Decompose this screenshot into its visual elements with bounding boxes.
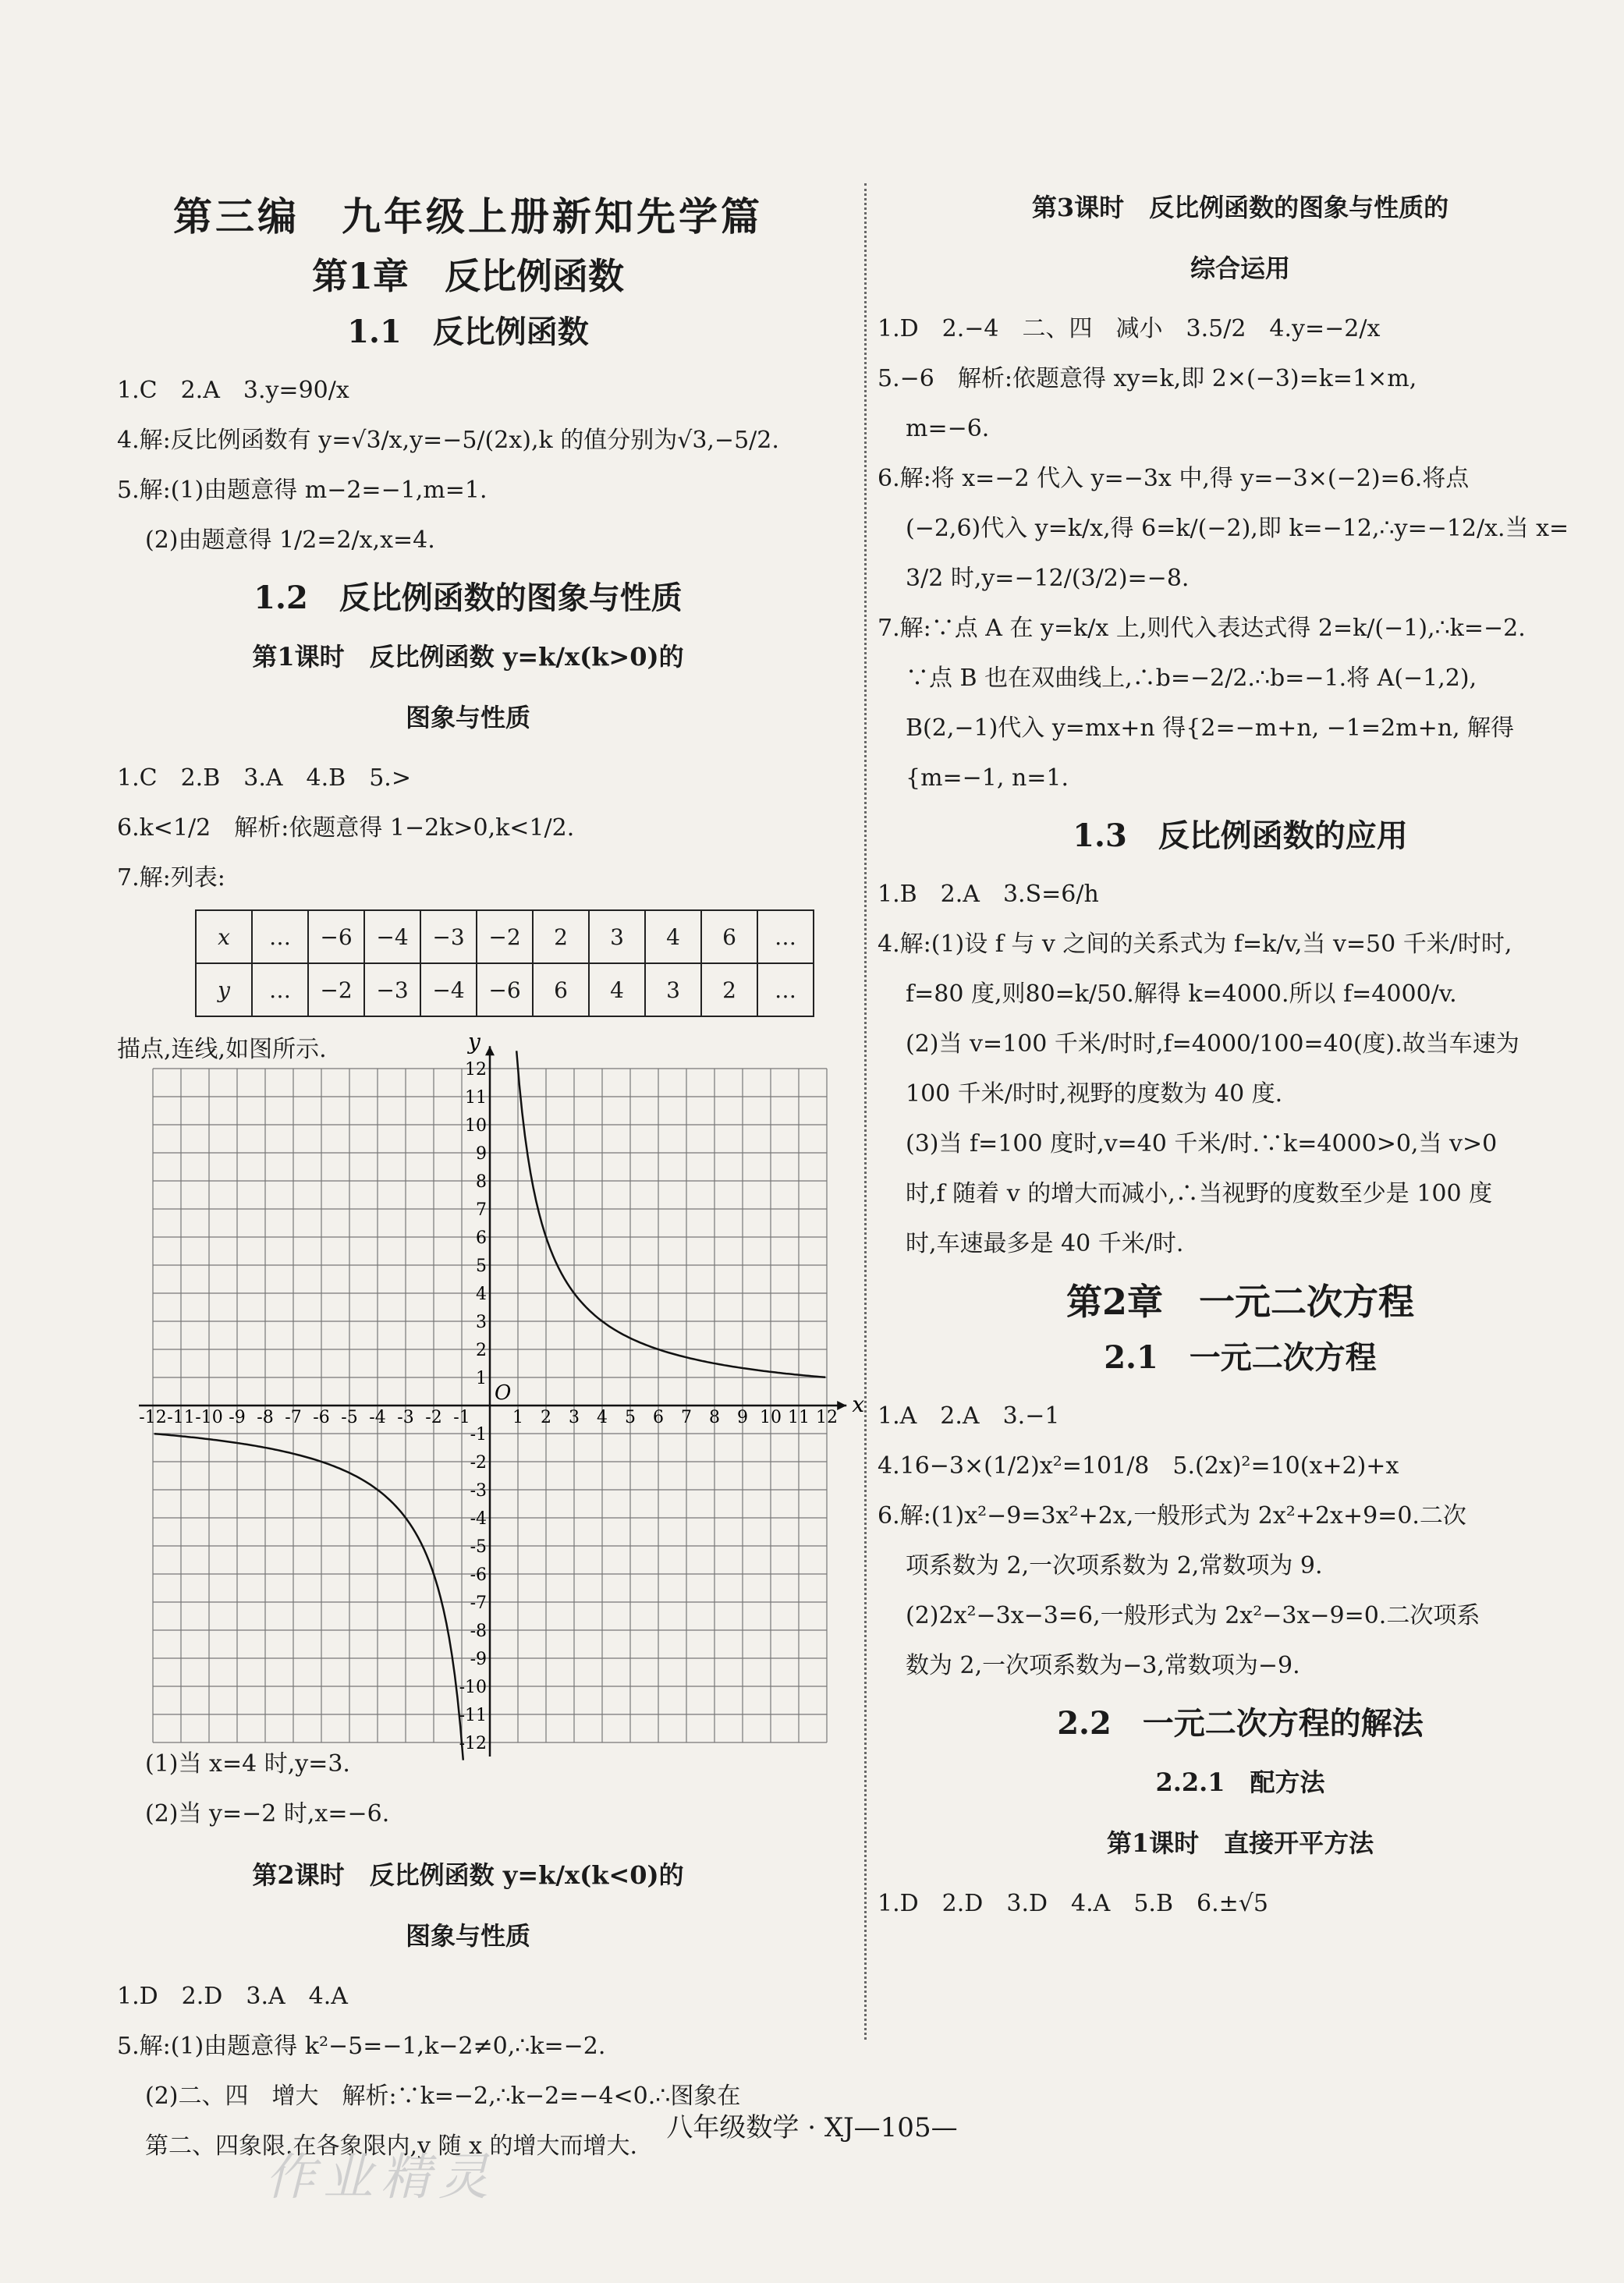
answer-line: (2)由题意得 1/2=2/x,x=4. <box>145 526 435 554</box>
watermark-text: 作业精灵 <box>265 2149 496 2207</box>
answer-line: 5.解:(1)由题意得 k²−5=−1,k−2≠0,∴k=−2. <box>117 2033 606 2060</box>
answer-line: 描点,连线,如图所示. <box>117 1036 327 1063</box>
answer-line: 100 千米/时时,视野的度数为 40 度. <box>906 1080 1283 1108</box>
x-tick-label: 6 <box>653 1408 664 1427</box>
answer-line: 1.A 2.A 3.−1 <box>878 1402 1060 1430</box>
table-cell: … <box>757 910 814 963</box>
y-tick-label: -5 <box>470 1537 487 1557</box>
y-tick-label: 7 <box>476 1200 487 1220</box>
y-tick-label: 9 <box>476 1144 487 1164</box>
hyperbola-branch-q1 <box>516 1051 825 1377</box>
answer-line: 6.解:(1)x²−9=3x²+2x,一般形式为 2x²+2x+9=0.二次 <box>878 1502 1466 1530</box>
answer-line: (2)当 y=−2 时,x=−6. <box>145 1800 390 1827</box>
y-tick-label: -10 <box>459 1678 487 1697</box>
x-tick-label: 9 <box>737 1408 748 1427</box>
answer-line: 4.16−3×(1/2)x²=101/8 5.(2x)²=10(x+2)+x <box>878 1452 1399 1480</box>
x-axis-arrow <box>837 1401 846 1410</box>
answer-line: (2)二、四 增大 解析:∵k=−2,∴k−2=−4<0.∴图象在 <box>145 2083 741 2110</box>
y-tick-label: -9 <box>470 1650 487 1669</box>
x-tick-label: -5 <box>341 1408 358 1427</box>
answer-line: 4.解:反比例函数有 y=√3/x,y=−5/(2x),k 的值分别为√3,−5/2. <box>117 427 779 454</box>
section-title: 1.1 反比例函数 <box>347 314 589 350</box>
table-cell: … <box>252 963 308 1016</box>
x-tick-label: 1 <box>512 1408 523 1427</box>
y-tick-label: 4 <box>476 1285 487 1304</box>
answer-line: (1)当 x=4 时,y=3. <box>145 1750 350 1778</box>
table-cell: 4 <box>589 963 645 1016</box>
x-axis-label: x <box>852 1391 865 1417</box>
column-divider <box>864 183 867 2040</box>
y-axis-label: y <box>468 1028 480 1055</box>
table-cell: −3 <box>420 910 477 963</box>
table-cell: y <box>196 963 252 1016</box>
answer-line: 1.C 2.B 3.A 4.B 5.> <box>117 764 411 792</box>
answer-line: 4.解:(1)设 f 与 v 之间的关系式为 f=k/v,当 v=50 千米/时时, <box>878 931 1512 958</box>
table-cell: −2 <box>308 963 364 1016</box>
answer-line: (2)2x²−3x−3=6,一般形式为 2x²−3x−9=0.二次项系 <box>906 1602 1480 1629</box>
table-row <box>196 910 814 963</box>
x-tick-label: -9 <box>229 1408 246 1427</box>
section-title: 2.2 一元二次方程的解法 <box>1057 1705 1424 1742</box>
right-column <box>878 172 1603 1929</box>
y-tick-label: 11 <box>465 1088 487 1108</box>
table-cell: … <box>757 963 814 1016</box>
section-title: 1.3 反比例函数的应用 <box>1073 817 1408 854</box>
answer-line: ∵点 B 也在双曲线上,∴b=−2/2.∴b=−1.将 A(−1,2), <box>906 665 1477 692</box>
x-tick-label: -3 <box>397 1408 414 1427</box>
y-tick-label: -2 <box>470 1453 487 1473</box>
y-tick-label: -1 <box>470 1425 487 1445</box>
y-tick-label: 12 <box>465 1060 487 1079</box>
left-column <box>117 172 865 2171</box>
y-tick-label: -8 <box>470 1622 487 1641</box>
table-cell: 4 <box>645 910 701 963</box>
answer-line: 7.解:列表: <box>117 864 225 892</box>
table-cell: −6 <box>308 910 364 963</box>
answer-line: 6.解:将 x=−2 代入 y=−3x 中,得 y=−3×(−2)=6.将点 <box>878 465 1470 492</box>
x-tick-label: -10 <box>195 1408 223 1427</box>
x-tick-label: -2 <box>425 1408 442 1427</box>
y-tick-label: 1 <box>476 1369 487 1388</box>
lesson-title: 图象与性质 <box>405 703 530 732</box>
answer-line: 项系数为 2,一次项系数为 2,常数项为 9. <box>906 1552 1323 1579</box>
answer-line: f=80 度,则80=k/50.解得 k=4000.所以 f=4000/v. <box>906 980 1457 1008</box>
lesson-title: 第1课时 反比例函数 y=k/x(k>0)的 <box>252 642 684 672</box>
answer-line: 1.C 2.A 3.y=90/x <box>117 377 349 404</box>
table-cell: 2 <box>701 963 757 1016</box>
table-cell: 2 <box>533 910 589 963</box>
lesson-title: 第2课时 反比例函数 y=k/x(k<0)的 <box>252 1860 684 1890</box>
lesson-title: 综合运用 <box>1190 253 1290 283</box>
y-tick-label: -4 <box>470 1509 487 1529</box>
page-footer: 八年级数学 · XJ—105— <box>666 2112 958 2143</box>
x-tick-label: 4 <box>597 1408 608 1427</box>
table-cell: −6 <box>477 963 533 1016</box>
chapter-title: 第2章 一元二次方程 <box>1066 1281 1414 1323</box>
x-tick-label: -1 <box>453 1408 470 1427</box>
section-title: 2.1 一元二次方程 <box>1104 1339 1377 1376</box>
value-table <box>195 909 814 1017</box>
x-tick-label: 2 <box>541 1408 551 1427</box>
answer-line: 5.−6 解析:依题意得 xy=k,即 2×(−3)=k=1×m, <box>878 365 1417 392</box>
x-tick-label: 3 <box>569 1408 580 1427</box>
table-row <box>196 963 814 1016</box>
y-tick-label: -7 <box>470 1593 487 1613</box>
answer-line: 7.解:∵点 A 在 y=k/x 上,则代入表达式得 2=k/(−1),∴k=−2. <box>878 615 1526 642</box>
answer-line: 时,车速最多是 40 千米/时. <box>906 1230 1184 1257</box>
answer-line: 6.k<1/2 解析:依题意得 1−2k>0,k<1/2. <box>117 814 575 842</box>
x-tick-label: 12 <box>816 1408 838 1427</box>
answer-line: 时,f 随着 v 的增大而减小,∴当视野的度数至少是 100 度 <box>906 1180 1493 1207</box>
answer-line: 1.D 2.D 3.D 4.A 5.B 6.±√5 <box>878 1890 1268 1917</box>
x-tick-label: -8 <box>257 1408 274 1427</box>
y-tick-label: 3 <box>476 1313 487 1332</box>
answer-line: 1.D 2.D 3.A 4.A <box>117 1983 348 2010</box>
origin-label: O <box>495 1381 512 1405</box>
table-cell: … <box>252 910 308 963</box>
x-tick-label: -12 <box>139 1408 167 1427</box>
x-tick-label: -11 <box>167 1408 195 1427</box>
y-tick-label: -6 <box>470 1565 487 1585</box>
lesson-title: 第3课时 反比例函数的图象与性质的 <box>1031 193 1449 222</box>
answer-line: 第二、四象限.在各象限内,y 随 x 的增大而增大. <box>145 2132 638 2160</box>
chapter-title: 第1章 反比例函数 <box>311 255 624 297</box>
y-tick-label: 5 <box>476 1257 487 1276</box>
table-cell: −3 <box>364 963 420 1016</box>
answer-line: 1.B 2.A 3.S=6/h <box>878 881 1099 908</box>
answer-line: 3/2 时,y=−12/(3/2)=−8. <box>906 565 1190 592</box>
answer-line: (2)当 v=100 千米/时时,f=4000/100=40(度).故当车速为 <box>906 1030 1519 1058</box>
y-tick-label: 6 <box>476 1228 487 1248</box>
answer-line: 数为 2,一次项系数为−3,常数项为−9. <box>906 1652 1300 1679</box>
lesson-title: 第1课时 直接开平方法 <box>1106 1828 1374 1858</box>
lesson-title: 图象与性质 <box>405 1921 530 1951</box>
answer-line: (3)当 f=100 度时,v=40 千米/时.∵k=4000>0,当 v>0 <box>906 1130 1498 1157</box>
y-tick-label: -11 <box>459 1706 487 1725</box>
table-cell: 6 <box>533 963 589 1016</box>
y-tick-label: -12 <box>459 1734 487 1753</box>
y-tick-label: -3 <box>470 1481 487 1501</box>
answer-line: (−2,6)代入 y=k/x,得 6=k/(−2),即 k=−12,∴y=−12/x.当 x= <box>906 515 1569 542</box>
y-tick-label: 10 <box>465 1116 487 1136</box>
y-tick-label: 8 <box>476 1172 487 1192</box>
table-cell: −4 <box>420 963 477 1016</box>
part-title: 第三编 九年级上册新知先学篇 <box>173 193 763 239</box>
lesson-title: 2.2.1 配方法 <box>1155 1767 1325 1797</box>
x-tick-label: -4 <box>369 1408 386 1427</box>
answer-line: 5.解:(1)由题意得 m−2=−1,m=1. <box>117 477 488 504</box>
x-tick-label: -6 <box>313 1408 330 1427</box>
table-cell: −2 <box>477 910 533 963</box>
table-cell: 3 <box>645 963 701 1016</box>
x-tick-label: 10 <box>760 1408 782 1427</box>
x-tick-label: 7 <box>681 1408 692 1427</box>
x-tick-label: 11 <box>788 1408 810 1427</box>
table-cell: x <box>196 910 252 963</box>
x-tick-label: 8 <box>709 1408 720 1427</box>
x-tick-label: -7 <box>285 1408 302 1427</box>
answer-line: 1.D 2.−4 二、四 减小 3.5/2 4.y=−2/x <box>878 315 1381 342</box>
section-title: 1.2 反比例函数的图象与性质 <box>254 580 683 616</box>
y-tick-label: 2 <box>476 1341 487 1360</box>
table-cell: 3 <box>589 910 645 963</box>
table-cell: 6 <box>701 910 757 963</box>
hyperbola-branch-q3 <box>154 1434 463 1760</box>
answer-line: m=−6. <box>906 415 990 442</box>
answer-line: B(2,−1)代入 y=mx+n 得{2=−m+n, −1=2m+n, 解得{m=−1, n=1. <box>906 714 1515 792</box>
table-cell: −4 <box>364 910 420 963</box>
x-tick-label: 5 <box>625 1408 636 1427</box>
